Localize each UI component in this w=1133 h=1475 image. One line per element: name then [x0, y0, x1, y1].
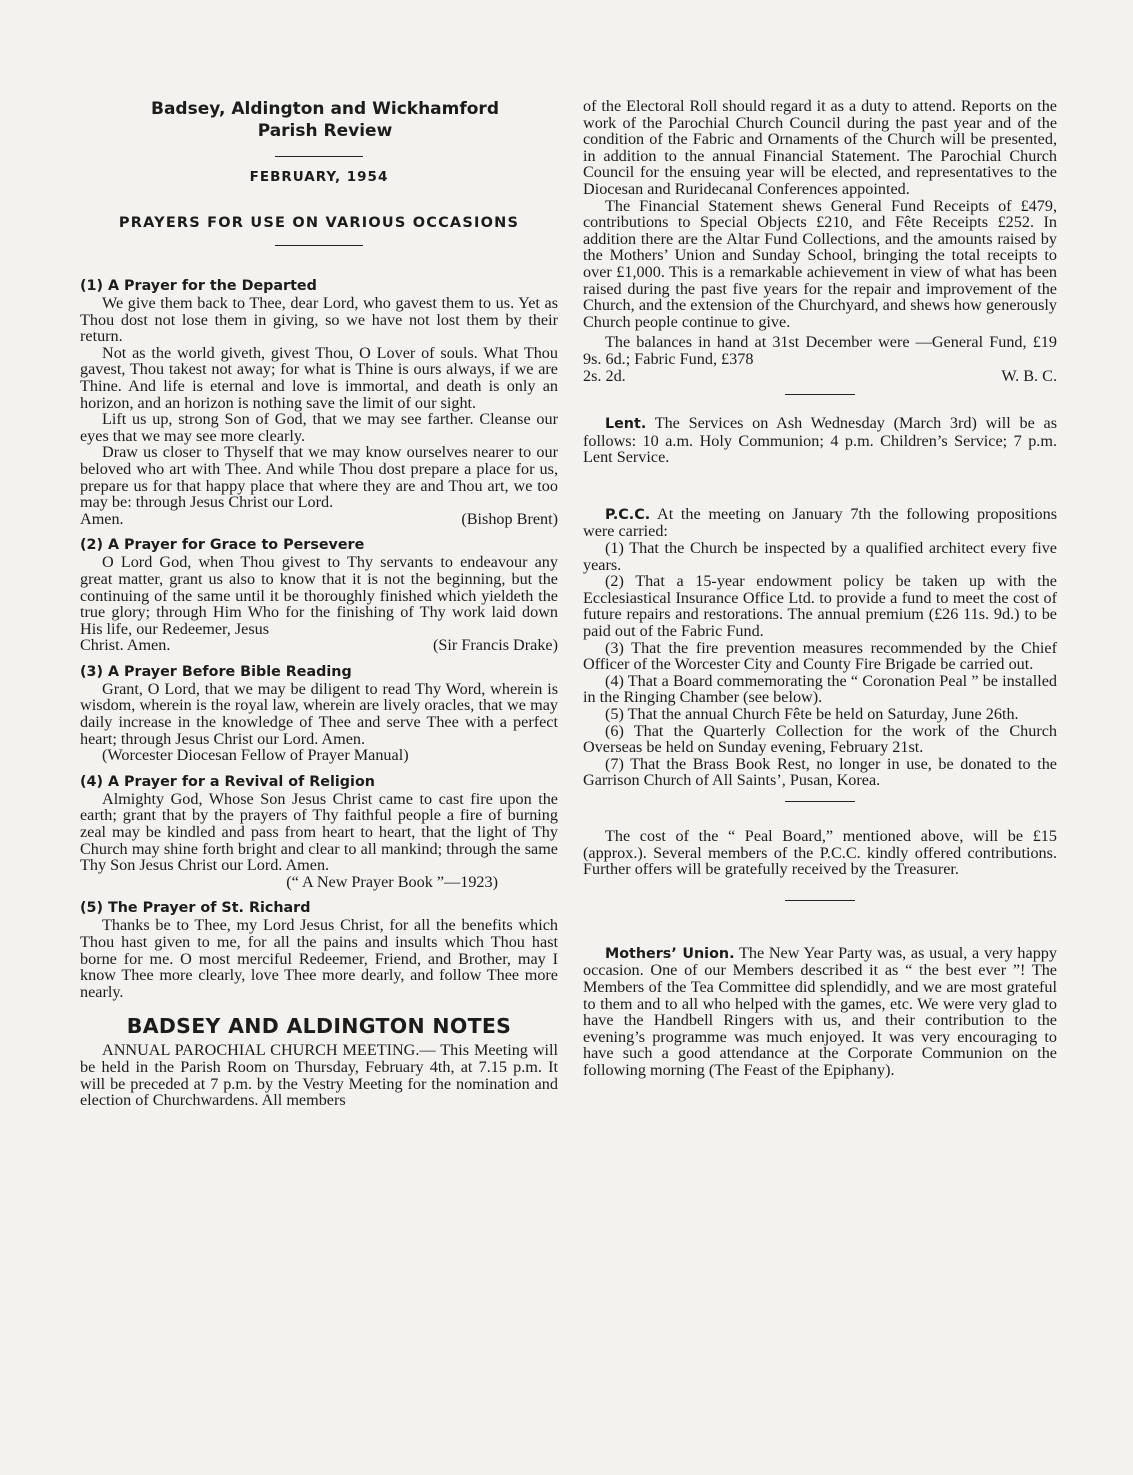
- prayer-2-title: (2) A Prayer for Grace to Persevere: [80, 537, 365, 554]
- mothers-union-text: The New Year Party was, as usual, a very happy occasion. One of our Members described it as “ the best ever ”! The Members of the Tea Committee did splendidly, and we are most grateful to them and to all who helped with the games, etc. We were very glad to have the Handbell Ringers with us, and their contribution to the evening’s programme was much enjoyed. It was very encouraging to have such a good attendance at the Corporate Communion on the following morning (The Feast of the Epiphany).: [583, 943, 1057, 1079]
- pcc-item: (6) That the Quarterly Collection for the work of the Church Overseas be held on Sunday evening, February 21st.: [583, 721, 1057, 757]
- pcc-item: (1) That the Church be inspected by a qualified architect every five years.: [583, 539, 1057, 574]
- divider: [275, 245, 363, 246]
- agm-notice-continued: of the Electoral Roll should regard it as a duty to attend. Reports on the work of the Parochial Church Council during the past year and of the condition of the Fabric and Ornaments of the Church will be presented, in addition to the annual Financial Statement. The Parochial Church Council for the ensuing year will be elected, and representatives to the Diocesan and Ruridecanal Conferences appointed.: [583, 97, 1057, 198]
- agm-notice: ANNUAL PAROCHIAL CHURCH MEETING.— This Meeting will be held in the Parish Room on Thursday, February 4th, at 7.15 p.m. It will be preceded at 7 p.m. by the Vestry Meeting for the nomination and election of Churchwardens. All members: [80, 1041, 558, 1110]
- financial-statement: The Financial Statement shews General Fund Receipts of £479, contributions to Special Objects £210, and Fête Receipts £252. In addition there are the Altar Fund Collections, and the amounts raised by the Mothers’ Union and Sunday School, bringing the total receipts to over £1,000. This is a remarkable achievement in view of what has been raised during the past five years for the repair and improvement of the Church, and the extension of the Churchyard, and shews how generously Church people continue to give.: [583, 196, 1057, 331]
- pcc-text: At the meeting on January 7th the following propositions were carried:: [583, 504, 1058, 541]
- prayer-3-source: (Worcester Diocesan Fellow of Prayer Manual): [102, 746, 409, 765]
- prayer-1-paragraph: Lift us up, strong Son of God, that we may see farther. Cleanse our eyes that we may see more clearly.: [80, 410, 558, 445]
- prayer-3-title: (3) A Prayer Before Bible Reading: [80, 663, 352, 680]
- prayer-1-title: (1) A Prayer for the Departed: [80, 278, 317, 294]
- divider: [785, 900, 855, 901]
- pcc-notice: [583, 506, 1057, 540]
- balances: The balances in hand at 31st December were —General Fund, £19 9s. 6d.; Fabric Fund, £378: [583, 333, 1057, 368]
- divider: [785, 801, 855, 802]
- balances-end: 2s. 2d.: [583, 366, 626, 385]
- prayer-1-paragraph: Draw us closer to Thyself that we may know ourselves nearer to our beloved who art with Thee. And while Thou dost prepare a place for us, prepare us for that happy place that where they are and Thou art, we too may be: through Jesus Christ our Lord.: [80, 443, 558, 512]
- lent-notice: [583, 415, 1057, 466]
- balances-closing: [583, 368, 1057, 385]
- masthead: [92, 98, 558, 142]
- issue-date: FEBRUARY, 1954: [249, 169, 389, 185]
- prayer-4-title: (4) A Prayer for a Revival of Religion: [80, 773, 375, 790]
- prayer-5-text: Thanks be to Thee, my Lord Jesus Christ, for all the benefits which Thou hast given to me, for all the pains and insults which Thou hast borne for me. O most merciful Redeemer, Friend, and Brother, may I know Thee more clearly, love Thee more dearly, and follow Thee more nearly.: [80, 916, 558, 1001]
- masthead-subtitle: Parish Review: [257, 121, 393, 141]
- prayer-4-source: (“ A New Prayer Book ”—1923): [286, 872, 498, 891]
- pcc-item: (3) That the fire prevention measures recommended by the Chief Officer of the Worcester City and County Fire Brigade be carried out.: [583, 638, 1057, 674]
- prayer-4-text: Almighty God, Whose Son Jesus Christ came to cast fire upon the earth; grant that by the prayers of Thy faithful people a fire of burning zeal may be kindled and pass from heart to heart, that the light of Thy Church may shine forth bright and clear to all mankind; through the same Thy Son Jesus Christ our Lord. Amen.: [80, 789, 558, 875]
- prayer-2-last-line: Christ. Amen.: [80, 636, 171, 655]
- pcc-item: (2) That a 15-year endowment policy be taken up with the Ecclesiastical Insurance Office Ltd. to provide a fund to meet the cost of future repairs and restorations. The annual premium (£26 11s. 9d.) to be paid out of the Fabric Fund.: [583, 572, 1057, 641]
- pcc-item: (4) That a Board commemorating the “ Coronation Peal ” be installed in the Ringing Chamber (see below).: [583, 671, 1057, 707]
- amen: Amen.: [80, 509, 124, 528]
- prayer-5-title: (5) The Prayer of St. Richard: [80, 900, 311, 917]
- peal-board-notice: The cost of the “ Peal Board,” mentioned above, will be £15 (approx.). Several members of the P.C.C. kindly offered contributions. Further offers will be gratefully received by the Treasurer.: [583, 826, 1057, 879]
- prayer-2-closing: [80, 637, 558, 654]
- prayer-1-closing: [80, 511, 558, 528]
- pcc-item: (7) That the Brass Book Rest, no longer in use, be donated to the Garrison Church of All Saints’, Pusan, Korea.: [583, 754, 1057, 790]
- prayer-1-author: (Bishop Brent): [461, 509, 558, 528]
- mothers-union-lead: Mothers’ Union.: [605, 945, 735, 962]
- pcc-lead: P.C.C.: [605, 506, 651, 523]
- left-column: [80, 98, 558, 1109]
- lent-text: The Services on Ash Wednesday (March 3rd) will be as follows: 10 a.m. Holy Communion; 4 p.m. Children’s Service; 7 p.m. Lent Service.: [583, 414, 1057, 467]
- lent-lead: Lent.: [605, 416, 647, 433]
- signature: W. B. C.: [1001, 366, 1057, 385]
- prayers-heading: PRAYERS FOR USE ON VARIOUS OCCASIONS: [118, 215, 520, 231]
- masthead-title: Badsey, Aldington and Wickhamford: [150, 99, 499, 119]
- prayer-3-text: Grant, O Lord, that we may be diligent to read Thy Word, wherein is wisdom, wherein is the royal law, wherein are lively oracles, that we may daily increase in the knowledge of Thee and serve Thee with a perfect heart; through Jesus Christ our Lord. Amen.: [80, 679, 558, 748]
- notes-heading: BADSEY AND ALDINGTON NOTES: [126, 1014, 512, 1039]
- prayer-2-author: (Sir Francis Drake): [433, 636, 558, 655]
- pcc-item: (5) That the annual Church Fête be held on Saturday, June 26th.: [605, 705, 1019, 723]
- prayer-1-paragraph: We give them back to Thee, dear Lord, who gavest them to us. Yet as Thou dost not lose them in giving, so we have not lost them by their return.: [80, 294, 558, 346]
- divider: [275, 156, 363, 157]
- right-column: [583, 98, 1057, 1079]
- divider: [785, 394, 855, 395]
- prayer-1-paragraph: Not as the world giveth, givest Thou, O Lover of souls. What Thou gavest, Thou takest not away; for what is Thine is ours always, if we are Thine. And life is eternal and love is immortal, and death is only an horizon, and an horizon is nothing save the limit of our sight.: [80, 343, 558, 412]
- mothers-union-notice: [583, 945, 1057, 1079]
- prayer-2-text: O Lord God, when Thou givest to Thy servants to endeavour any great matter, grant us also to know that it is not the beginning, but the continuing of the same until it be thoroughly finished which yieldeth the true glory; through Him Who for the finishing of Thy work laid down His life, our Redeemer, Jesus: [80, 553, 558, 638]
